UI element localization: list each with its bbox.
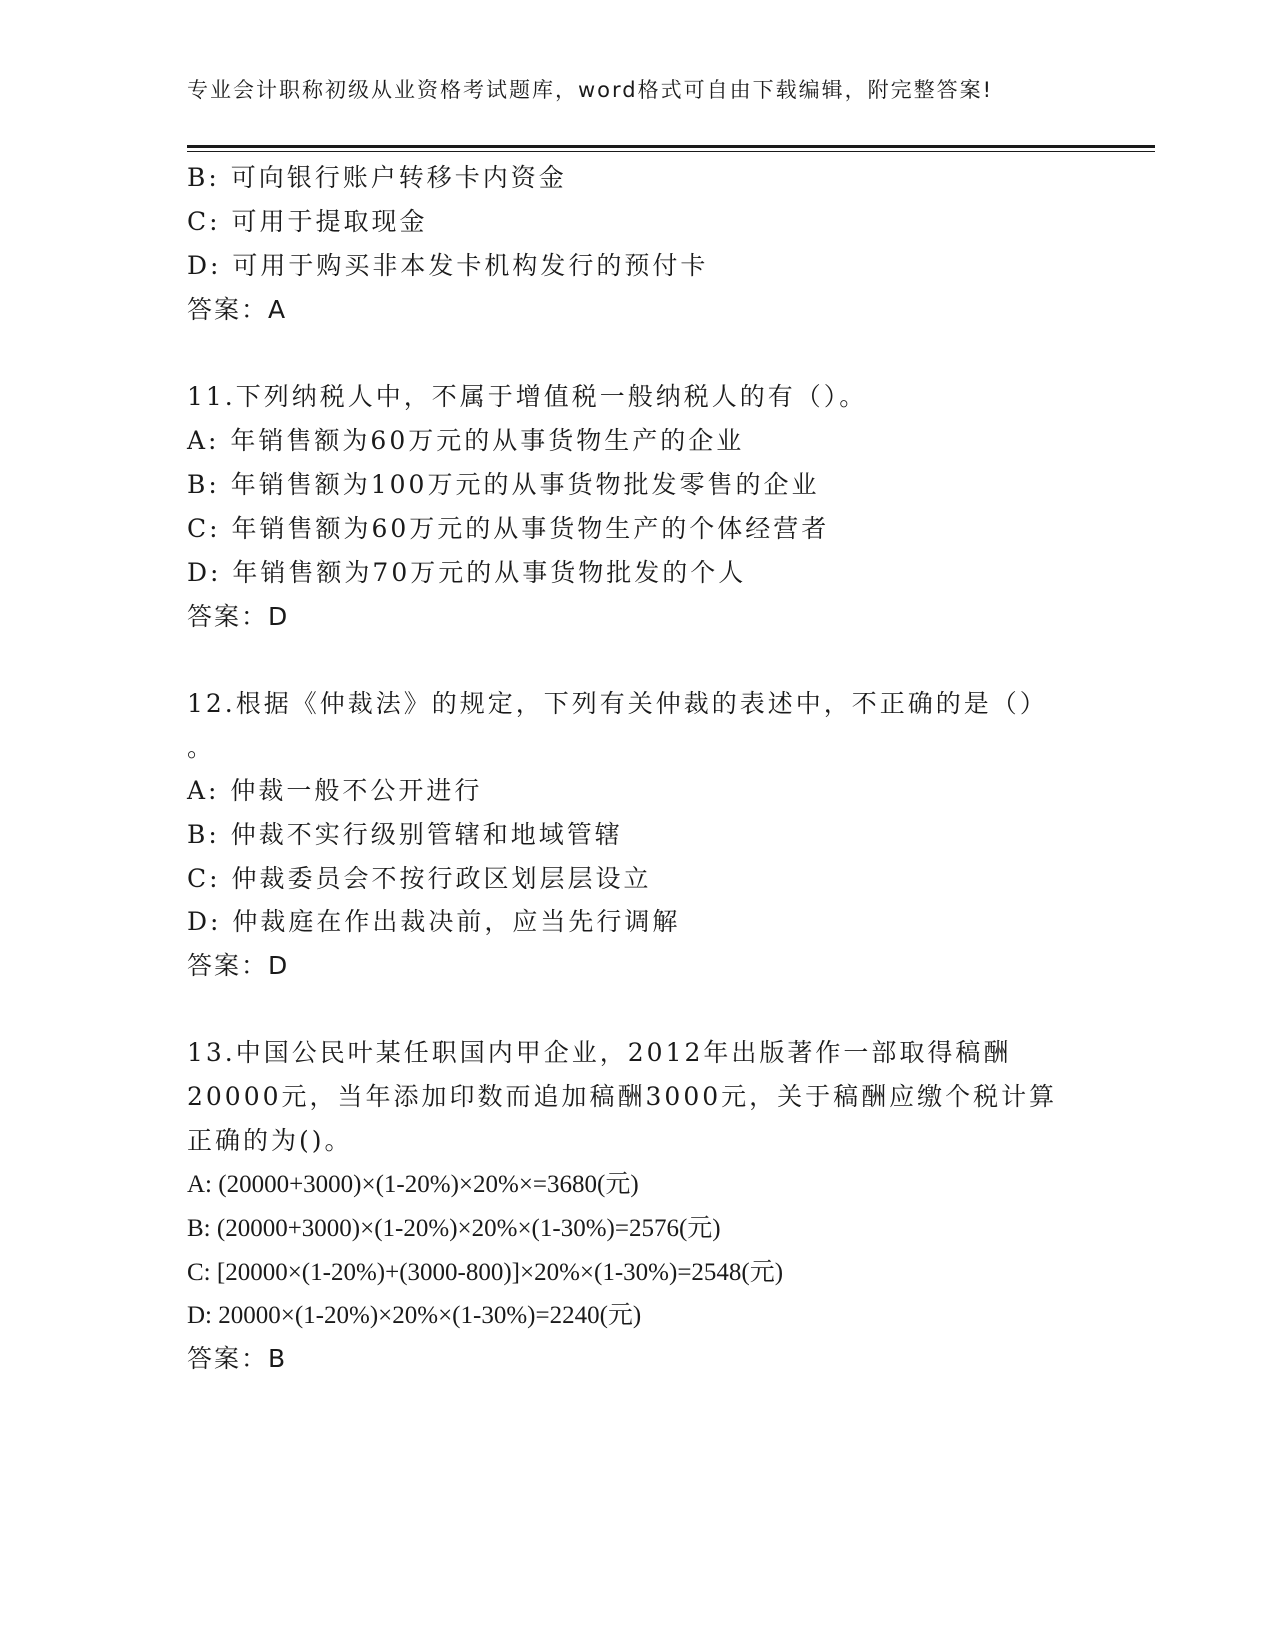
q10-answer: 答案：A <box>187 295 288 324</box>
q13-option-b: B: (20000+3000)×(1-20%)×20%×(1-30%)=2576(元) <box>187 1215 721 1242</box>
q10-option-c: C: 可用于提取现金 <box>187 207 428 236</box>
q13-option-d: D: 20000×(1-20%)×20%×(1-30%)=2240(元) <box>187 1302 642 1329</box>
page-header: 专业会计职称初级从业资格考试题库，word格式可自由下载编辑，附完整答案! <box>187 78 994 102</box>
q11-stem: 11.下列纳税人中，不属于增值税一般纳税人的有（）。 <box>187 382 868 411</box>
q12-stem: 12.根据《仲裁法》的规定，下列有关仲裁的表述中，不正确的是（） <box>187 689 1048 718</box>
header-rule-thin <box>187 151 1155 152</box>
q13-answer: 答案：B <box>187 1344 288 1373</box>
q11-option-c: C: 年销售额为60万元的从事货物生产的个体经营者 <box>187 514 830 543</box>
q11-answer: 答案：D <box>187 602 290 631</box>
q12-option-d: D: 仲裁庭在作出裁决前，应当先行调解 <box>187 907 681 936</box>
q12-stem-continued: 。 <box>187 733 216 762</box>
q12-option-b: B: 仲裁不实行级别管辖和地域管辖 <box>187 820 623 849</box>
q12-option-c: C: 仲裁委员会不按行政区划层层设立 <box>187 864 652 893</box>
q13-stem-line-3: 正确的为()。 <box>187 1126 353 1155</box>
q10-option-d: D: 可用于购买非本发卡机构发行的预付卡 <box>187 251 709 280</box>
q12-option-a: A: 仲裁一般不公开进行 <box>187 776 483 805</box>
q13-stem: 13.中国公民叶某任职国内甲企业，2012年出版著作一部取得稿酬 <box>187 1038 1012 1067</box>
header-rule-thick <box>187 145 1155 148</box>
q13-option-c: C: [20000×(1-20%)+(3000-800)]×20%×(1-30%)=2548(元) <box>187 1259 784 1286</box>
q12-answer: 答案：D <box>187 951 290 980</box>
q10-option-b: B: 可向银行账户转移卡内资金 <box>187 163 567 192</box>
q13-stem-line-2: 20000元，当年添加印数而追加稿酬3000元，关于稿酬应缴个税计算 <box>187 1082 1058 1111</box>
q11-option-d: D: 年销售额为70万元的从事货物批发的个人 <box>187 558 747 587</box>
q11-option-b: B: 年销售额为100万元的从事货物批发零售的企业 <box>187 470 820 499</box>
q13-option-a: A: (20000+3000)×(1-20%)×20%×=3680(元) <box>187 1171 639 1198</box>
q11-option-a: A: 年销售额为60万元的从事货物生产的企业 <box>187 426 745 455</box>
